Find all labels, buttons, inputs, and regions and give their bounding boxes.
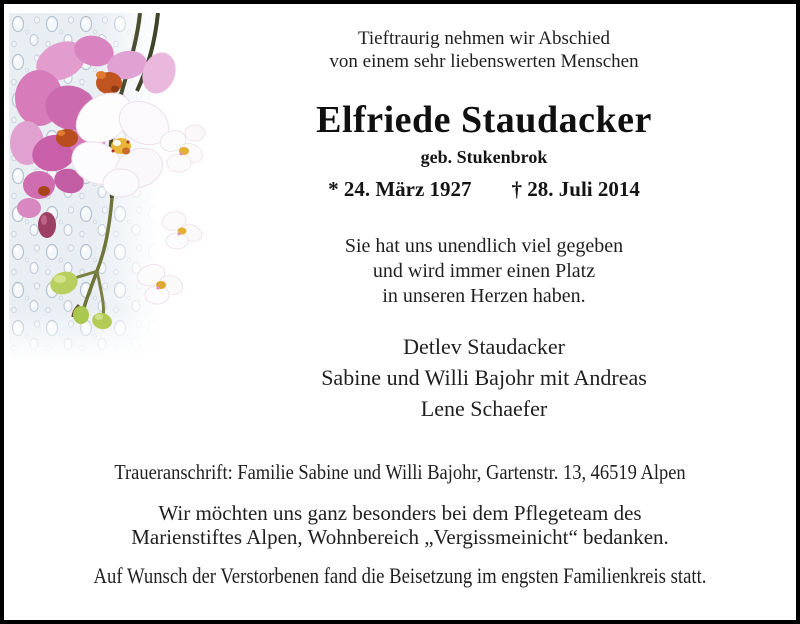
- birth-date: * 24. März 1927: [328, 177, 472, 201]
- closing-text: Auf Wunsch der Verstorbenen fand die Beisetzung im engsten Familienkreis statt.: [93, 563, 707, 588]
- thanks-line-1: Wir möchten uns ganz besonders bei dem Pflegeteam des: [158, 501, 642, 525]
- thanks-text: [10, 501, 790, 549]
- intro-line-1: Tieftraurig nehmen wir Abschied: [357, 28, 611, 49]
- verse-line-3: in unseren Herzen haben.: [382, 285, 586, 307]
- memorial-verse: [172, 234, 796, 309]
- verse-line-2: und wird immer einen Platz: [372, 260, 596, 282]
- mourners-list: [172, 331, 796, 424]
- deceased-name: Elfriede Staudacker: [316, 99, 652, 141]
- mourner-2: Sabine und Willi Bajohr mit Andreas: [321, 365, 647, 390]
- thanks-line-2: Marienstiftes Alpen, Wohnbereich „Vergissmeinicht“ bedanken.: [131, 525, 669, 549]
- verse-line-1: Sie hat uns unendlich viel gegeben: [344, 235, 624, 257]
- mourner-1: Detlev Staudacker: [403, 334, 565, 359]
- death-date: † 28. Juli 2014: [511, 177, 640, 201]
- life-dates: [172, 177, 796, 201]
- maiden-name: geb. Stukenbrok: [420, 147, 548, 167]
- intro-line-2: von einem sehr liebenswerten Menschen: [329, 51, 639, 72]
- intro-text: [172, 27, 796, 73]
- mourning-address: Traueranschrift: Familie Sabine und Willi Bajohr, Gartenstr. 13, 46519 Alpen: [114, 460, 686, 484]
- mourner-3: Lene Schaefer: [420, 396, 548, 421]
